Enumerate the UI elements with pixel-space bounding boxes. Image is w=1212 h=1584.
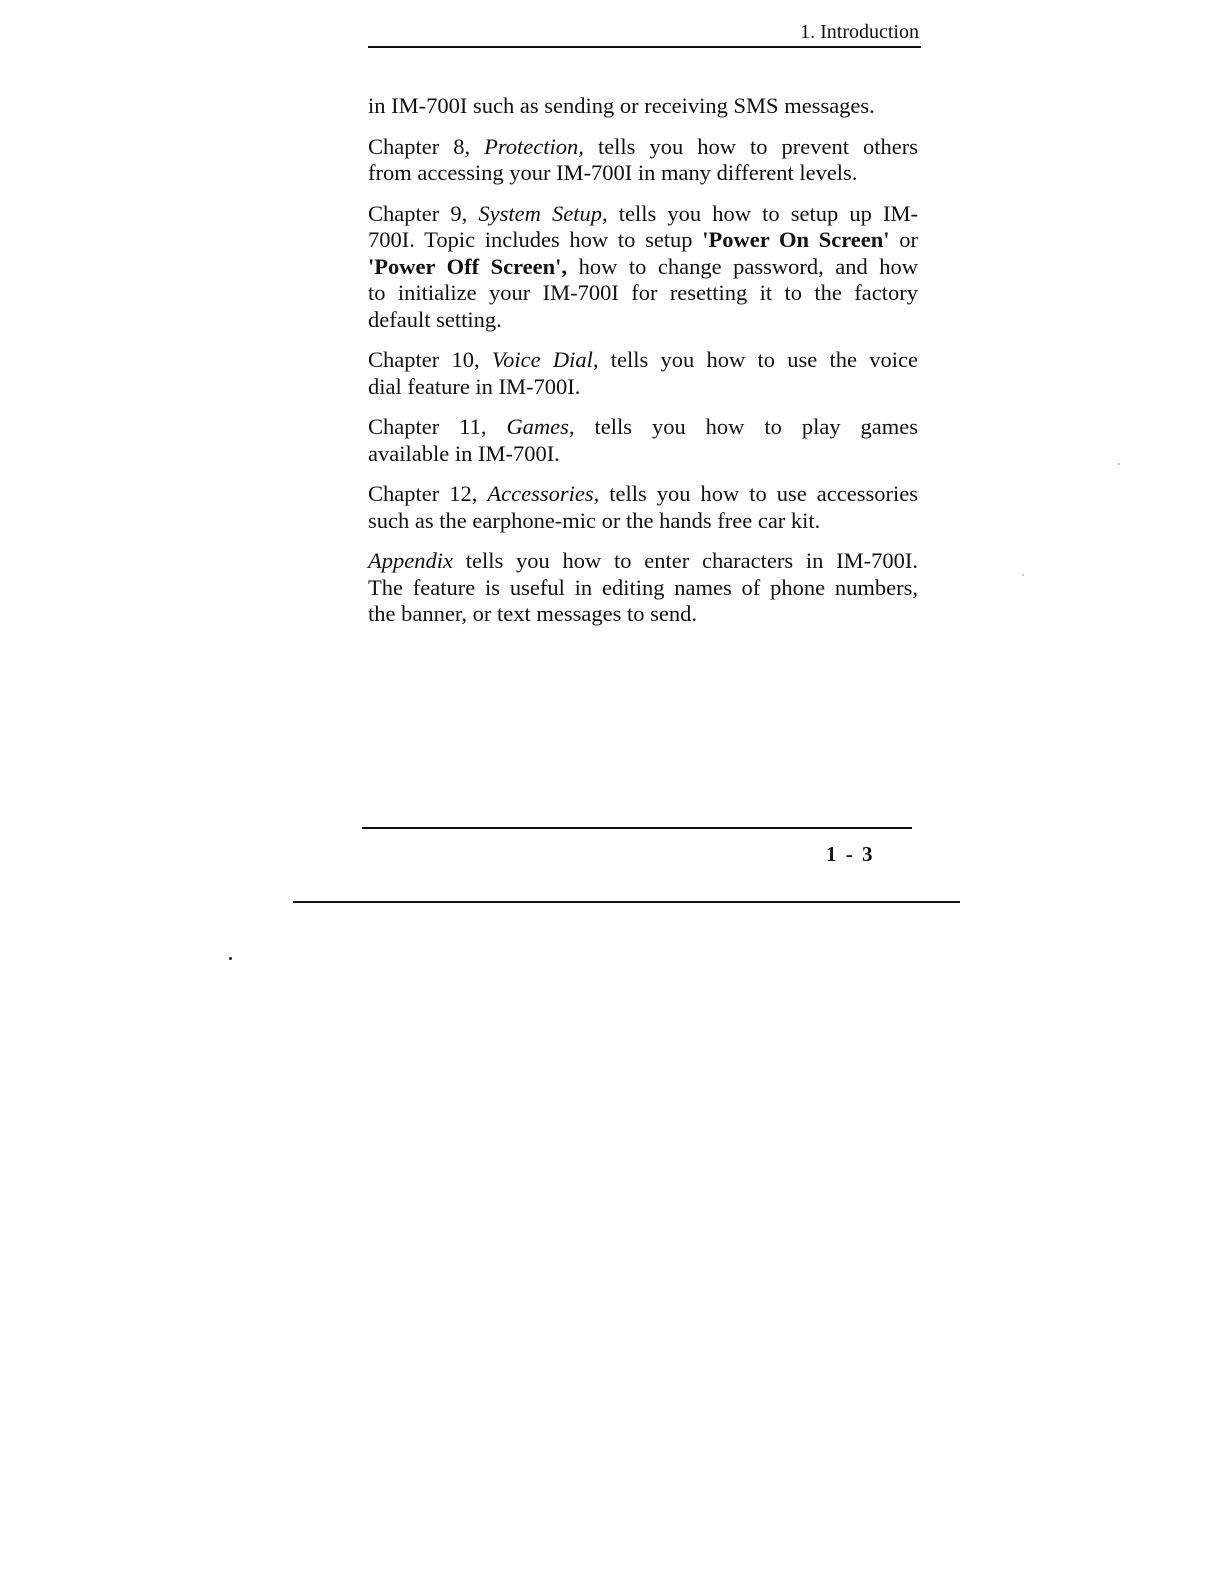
page-number: 1 - 3: [826, 842, 875, 866]
chapter-label: Chapter 8,: [368, 133, 485, 159]
text-line: available in IM-700I.: [368, 440, 560, 466]
text-line: The feature is useful in editing names of phone numbers,: [368, 574, 918, 600]
text-line: [368, 201, 918, 228]
bold-term: 'Power On Screen': [702, 227, 890, 252]
paragraph-chapter-10: [368, 347, 918, 400]
running-header: [368, 18, 921, 48]
text-line: [368, 227, 918, 254]
text-fragment: or: [889, 227, 918, 252]
text-fragment: 700I. Topic includes how to setup: [368, 227, 703, 252]
paragraph-sms-continuation: [368, 93, 918, 120]
section-title: 1. Introduction: [800, 21, 919, 43]
text-line: [368, 481, 918, 508]
paragraph-appendix: [368, 548, 918, 628]
text-fragment: tells you how to setup up IM-: [607, 200, 919, 226]
paragraph-chapter-11: [368, 414, 918, 467]
chapter-title: Games,: [506, 414, 575, 439]
scan-speck: [1118, 463, 1120, 465]
chapter-title: System Setup,: [478, 200, 608, 226]
text-line: [368, 134, 918, 161]
chapter-title: Protection,: [484, 133, 584, 159]
text-line: default setting.: [368, 306, 502, 332]
text-fragment: tells you how to enter characters in IM-700I.: [452, 548, 918, 573]
text-line: such as the earphone-mic or the hands free car kit.: [368, 507, 821, 533]
text-fragment: tells you how to play games: [574, 414, 919, 439]
text-line: [368, 254, 918, 281]
bold-term: 'Power Off Screen',: [368, 253, 568, 279]
text-line: [368, 548, 918, 575]
chapter-label: Chapter 9,: [368, 200, 479, 226]
scan-speck: [1022, 574, 1024, 576]
text-fragment: tells you how to use the voice: [598, 347, 918, 372]
page-trim-line: [293, 901, 960, 903]
paragraph-chapter-9: [368, 201, 918, 334]
chapter-title: Accessories,: [487, 481, 600, 506]
text-line: from accessing your IM-700I in many different levels.: [368, 160, 858, 185]
chapter-label: Chapter 10,: [368, 347, 492, 372]
text-line: in IM-700I such as sending or receiving SMS messages.: [368, 93, 875, 118]
text-line: dial feature in IM-700I.: [368, 373, 581, 399]
body-text: [368, 93, 918, 642]
chapter-label: Chapter 12,: [368, 481, 488, 506]
text-line: [368, 414, 918, 441]
text-fragment: how to change password, and how: [567, 253, 918, 279]
text-fragment: tells you how to prevent others: [583, 133, 918, 159]
scan-speck: [229, 957, 232, 960]
paragraph-chapter-12: [368, 481, 918, 534]
chapter-title: Voice Dial,: [491, 347, 599, 372]
paragraph-chapter-8: [368, 134, 918, 187]
chapter-label: Chapter 11,: [368, 414, 507, 439]
chapter-title: Appendix: [368, 548, 453, 573]
text-line: to initialize your IM-700I for resetting it to the factory: [368, 280, 918, 305]
text-fragment: tells you how to use accessories: [599, 481, 919, 506]
text-line: the banner, or text messages to send.: [368, 601, 698, 626]
text-line: [368, 347, 918, 374]
footer-divider: [362, 827, 912, 829]
